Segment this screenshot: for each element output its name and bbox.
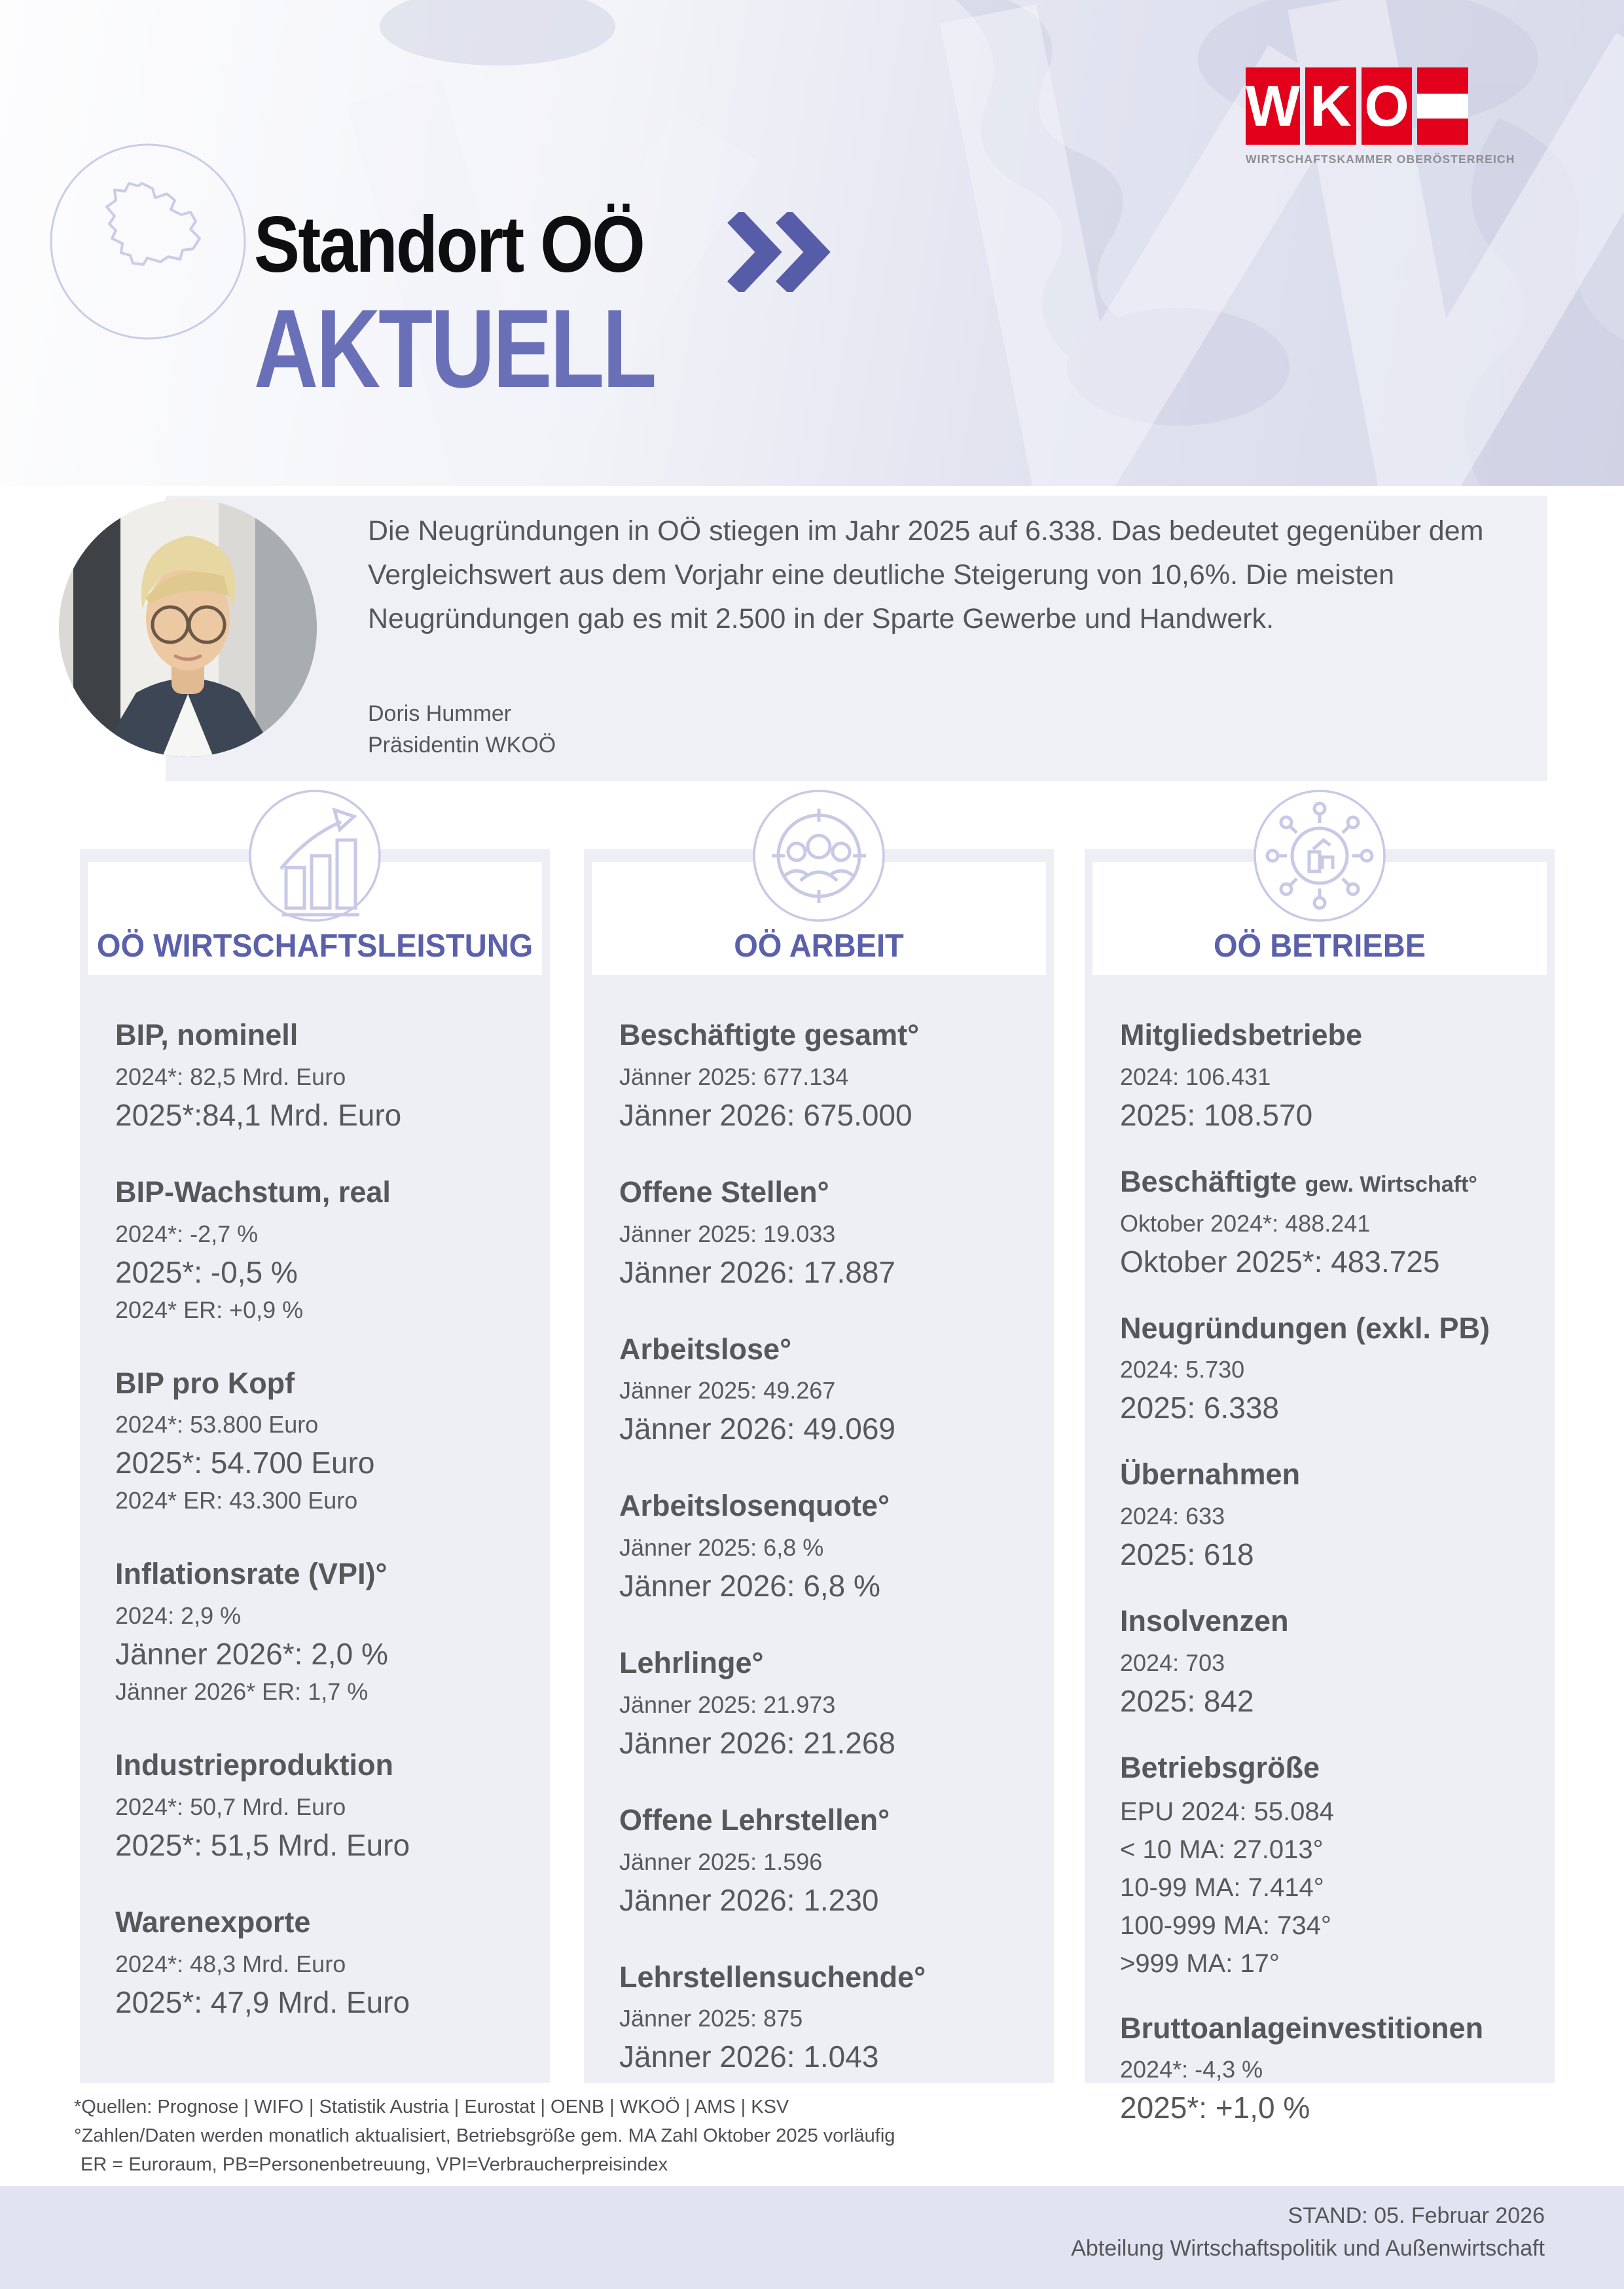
people-target-icon xyxy=(752,789,886,923)
stat-beschaeftigte-gew-wirtschaft: Beschäftigte gew. Wirtschaft° Oktober 2024*: 488.241 Oktober 2025*: 483.725 xyxy=(1120,1164,1477,1279)
stat-industrieproduktion: Industrieproduktion 2024*: 50,7 Mrd. Euro 2025*: 51,5 Mrd. Euro xyxy=(115,1748,410,1862)
stats-list xyxy=(619,1018,1037,2117)
page-title: Standort OÖ xyxy=(254,200,644,289)
column-wirtschaftsleistung xyxy=(80,849,550,2083)
stat-arbeitslose: Arbeitslose° Jänner 2025: 49.267 Jänner 2026: 49.069 xyxy=(619,1332,896,1446)
footer-text xyxy=(1071,2199,1545,2265)
column-betriebe xyxy=(1085,849,1555,2125)
stat-betriebsgroesse: Betriebsgröße EPU 2024: 55.084 < 10 MA: 27.013° 10-99 MA: 7.414° 100-999 MA: 734° >999 MA: 17° xyxy=(1120,1750,1334,1978)
column-heading: OÖ WIRTSCHAFTSLEISTUNG xyxy=(96,928,533,964)
footnote-abbreviations: ER = Euroraum, PB=Personenbetreuung, VPI=Verbraucherpreisindex xyxy=(81,2154,668,2175)
stat-uebernahmen: Übernahmen 2024: 633 2025: 618 xyxy=(1120,1457,1301,1571)
quote-text: Die Neugründungen in OÖ stiegen im Jahr 2025 auf 6.338. Das bedeutet gegenüber dem Vergleichswert aus dem Vorjahr eine deutliche Steigerung von 10,6%. Die meisten Neugründungen gab es mit 2.500 in der Sparte Gewerbe und Handwerk. xyxy=(368,515,1484,634)
footnotes xyxy=(74,2093,895,2179)
footnote-update: °Zahlen/Daten werden monatlich aktualisiert, Betriebsgröße gem. MA Zahl Oktober 2025 vorläufig xyxy=(74,2125,895,2146)
footnote-sources: *Quellen: Prognose | WIFO | Statistik Austria | Eurostat | OENB | WKOÖ | AMS | KSV xyxy=(74,2097,789,2117)
page-subtitle: AKTUELL xyxy=(254,287,655,411)
stat-mitgliedsbetriebe: Mitgliedsbetriebe 2024: 106.431 2025: 108.570 xyxy=(1120,1018,1363,1132)
footer-department: Abteilung Wirtschaftspolitik und Außenwirtschaft xyxy=(1071,2236,1545,2261)
austria-flag-icon xyxy=(1417,67,1468,145)
stat-offene-stellen: Offene Stellen° Jänner 2025: 19.033 Jänner 2026: 17.887 xyxy=(619,1175,896,1289)
wko-logo-caption: WIRTSCHAFTSKAMMER OBERÖSTERREICH xyxy=(1246,153,1515,166)
quote-author-role: Präsidentin WKOÖ xyxy=(368,733,556,758)
header xyxy=(0,0,1624,486)
stat-bip-pro-kopf: BIP pro Kopf 2024*: 53.800 Euro 2025*: 54.700 Euro 2024* ER: 43.300 Euro xyxy=(115,1366,375,1514)
wko-logo xyxy=(1246,67,1515,166)
stats-list xyxy=(115,1018,533,2062)
stat-lehrstellensuchende: Lehrstellensuchende° Jänner 2025: 875 Jänner 2026: 1.043 xyxy=(619,1960,926,2074)
column-heading: OÖ BETRIEBE xyxy=(1213,928,1426,964)
stat-arbeitslosenquote: Arbeitslosenquote° Jänner 2025: 6,8 % Jänner 2026: 6,8 % xyxy=(619,1489,890,1603)
portrait-illustration xyxy=(59,499,317,757)
avatar xyxy=(59,499,317,757)
stat-bip-wachstum: BIP-Wachstum, real 2024*: -2,7 % 2025*: -0,5 % 2024* ER: +0,9 % xyxy=(115,1175,391,1323)
wko-logo-letter-k: K xyxy=(1305,67,1356,145)
wko-logo-letter-o: O xyxy=(1362,67,1413,145)
title-block xyxy=(254,200,840,411)
footer-bar xyxy=(0,2186,1624,2289)
upper-austria-map-icon xyxy=(49,143,247,340)
stat-bip-nominell: BIP, nominell 2024*: 82,5 Mrd. Euro 2025*:84,1 Mrd. Euro xyxy=(115,1018,402,1132)
stat-inflationsrate: Inflationsrate (VPI)° 2024: 2,9 % Jänner 2026*: 2,0 % Jänner 2026* ER: 1,7 % xyxy=(115,1557,388,1705)
column-heading: OÖ ARBEIT xyxy=(734,928,904,964)
stat-beschaeftigte-gesamt: Beschäftigte gesamt° Jänner 2025: 677.134 Jänner 2026: 675.000 xyxy=(619,1018,920,1132)
column-arbeit xyxy=(584,849,1054,2083)
stat-warenexporte: Warenexporte 2024*: 48,3 Mrd. Euro 2025*: 47,9 Mrd. Euro xyxy=(115,1905,410,2019)
stats-list xyxy=(1120,1018,1538,2157)
wko-logo-letter-w: W xyxy=(1246,67,1300,145)
footer-stand: STAND: 05. Februar 2026 xyxy=(1288,2203,1545,2228)
stat-insolvenzen: Insolvenzen 2024: 703 2025: 842 xyxy=(1120,1604,1289,1718)
network-icon xyxy=(1253,789,1386,923)
double-chevron-right-icon xyxy=(725,212,840,292)
stat-bruttoanlageinvestitionen: Bruttoanlageinvestitionen 2024*: -4,3 % 2025*: +1,0 % xyxy=(1120,2011,1484,2125)
quote-author-name: Doris Hummer xyxy=(368,701,512,726)
quote-author-block xyxy=(368,698,556,761)
stat-lehrlinge: Lehrlinge° Jänner 2025: 21.973 Jänner 2026: 21.268 xyxy=(619,1646,896,1760)
growth-chart-icon xyxy=(248,789,382,923)
stat-neugruendungen: Neugründungen (exkl. PB) 2024: 5.730 2025: 6.338 xyxy=(1120,1311,1490,1425)
stat-offene-lehrstellen: Offene Lehrstellen° Jänner 2025: 1.596 Jänner 2026: 1.230 xyxy=(619,1803,890,1917)
